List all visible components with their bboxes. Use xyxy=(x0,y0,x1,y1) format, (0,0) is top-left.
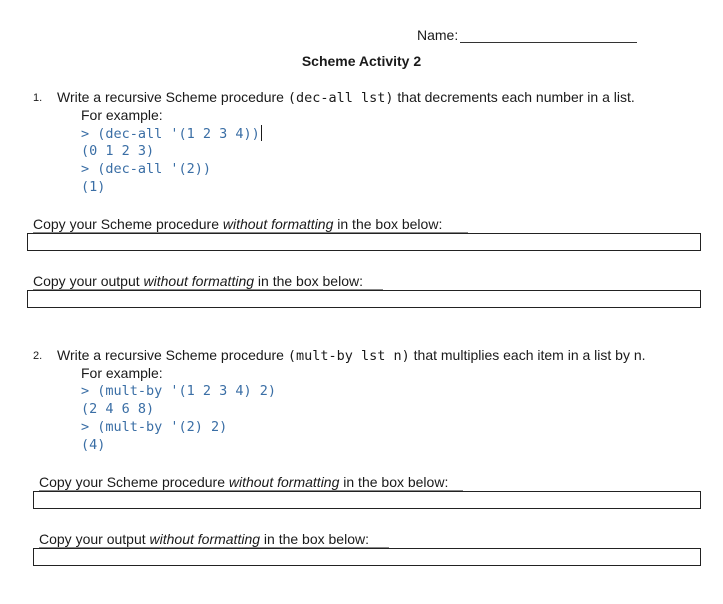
q1-prompt-text-after: that decrements each number in a list. xyxy=(393,89,635,105)
q2-copy-output-before: Copy your output xyxy=(39,531,150,547)
q2-copy-output-italic: without formatting xyxy=(149,531,261,547)
q1-copy-output-italic: without formatting xyxy=(143,273,255,289)
name-label: Name: xyxy=(417,27,459,43)
q2-for-example: For example: xyxy=(81,365,163,381)
q2-copy-procedure-after: in the box below: xyxy=(339,474,449,490)
q2-copy-procedure-label xyxy=(39,474,448,490)
q2-prompt-text-before: Write a recursive Scheme procedure xyxy=(57,347,288,363)
q1-example-line-1 xyxy=(81,125,262,142)
q2-example-line-3: > (mult-by '(2) 2) xyxy=(81,419,228,435)
q1-copy-output-before: Copy your output xyxy=(33,273,144,289)
name-input-line[interactable] xyxy=(460,42,637,43)
q1-prompt xyxy=(57,89,635,106)
q1-copy-output-after: in the box below: xyxy=(254,273,363,289)
q2-procedure-answer-box[interactable] xyxy=(33,491,701,509)
q2-copy-output-label xyxy=(39,531,369,547)
q1-output-answer-box[interactable] xyxy=(27,290,701,308)
q1-copy-procedure-before: Copy your Scheme procedure xyxy=(33,216,223,232)
q2-prompt-text-after: that multiplies each item in a list by n. xyxy=(409,347,646,363)
q1-copy-procedure-italic: without formatting xyxy=(222,216,334,232)
q2-example-line-2: (2 4 6 8) xyxy=(81,401,155,417)
q1-procedure-answer-box[interactable] xyxy=(27,233,701,251)
q1-prompt-text-before: Write a recursive Scheme procedure xyxy=(57,89,288,105)
q1-example-line-3: > (dec-all '(2)) xyxy=(81,161,212,177)
q1-example-line-1-text: > (dec-all '(1 2 3 4)) xyxy=(81,126,260,142)
q1-example-line-4: (1) xyxy=(81,179,106,195)
q1-copy-procedure-label xyxy=(33,216,442,232)
q2-copy-procedure-before: Copy your Scheme procedure xyxy=(39,474,229,490)
q1-for-example: For example: xyxy=(81,107,163,123)
q2-example-line-4: (4) xyxy=(81,437,106,453)
q2-number: 2. xyxy=(33,350,43,362)
q1-copy-output-label xyxy=(33,273,363,289)
q2-prompt-code: (mult-by lst n) xyxy=(287,348,410,364)
q1-copy-procedure-after: in the box below: xyxy=(333,216,443,232)
q2-copy-procedure-italic: without formatting xyxy=(228,474,340,490)
q1-prompt-code: (dec-all lst) xyxy=(287,90,394,106)
q2-example-line-1: > (mult-by '(1 2 3 4) 2) xyxy=(81,383,277,399)
text-cursor xyxy=(261,125,262,141)
q2-copy-output-after: in the box below: xyxy=(260,531,369,547)
q2-prompt xyxy=(57,347,646,364)
q1-number: 1. xyxy=(33,92,43,104)
q2-output-answer-box[interactable] xyxy=(33,548,701,566)
q1-example-line-2: (0 1 2 3) xyxy=(81,143,155,159)
page-title: Scheme Activity 2 xyxy=(301,53,422,69)
